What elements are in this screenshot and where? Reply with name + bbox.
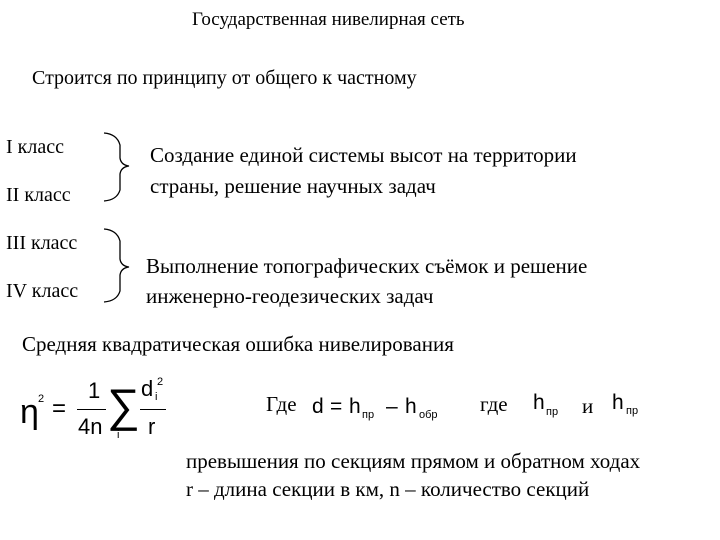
principle-text: Строится по принципу от общего к частному: [32, 67, 417, 89]
d-subscript: i: [155, 391, 158, 403]
where-d: d: [312, 395, 324, 418]
h-forward: h: [533, 391, 545, 414]
group2-description-line2: инженерно-геодезических задач: [146, 284, 434, 308]
where-h-back-subscript: обр: [419, 409, 438, 421]
h-forward-subscript: пр: [546, 406, 559, 418]
explanation-line2: r – длина секции в км, n – количество секций: [186, 477, 590, 501]
error-heading: Средняя квадратическая ошибка нивелирования: [22, 332, 454, 356]
class-3-label: III класс: [6, 232, 78, 254]
sum-symbol: ∑: [107, 379, 140, 431]
explanation-line1: превышения по секциям прямом и обратном ходах: [186, 449, 641, 473]
where-h-forward-subscript: пр: [362, 409, 375, 421]
where-label: Где: [266, 392, 297, 416]
h-second-subscript: пр: [626, 405, 639, 417]
where-label-2: где: [480, 392, 508, 416]
and-word: и: [582, 394, 594, 418]
where-h-forward: h: [349, 395, 361, 418]
eta-symbol: η: [20, 393, 39, 431]
where-h-back: h: [405, 395, 417, 418]
group1-description-line1: Создание единой системы высот на территории: [150, 143, 577, 167]
equals-sign: =: [52, 395, 67, 422]
d-superscript: 2: [157, 376, 164, 388]
where-equals: =: [330, 395, 343, 418]
class-1-label: I класс: [6, 136, 64, 158]
class-2-label: II класс: [6, 184, 71, 206]
class-4-label: IV класс: [6, 280, 79, 302]
group2-description-line1: Выполнение топографических съёмок и решение: [146, 254, 588, 278]
numerator-one: 1: [88, 378, 101, 403]
fraction-bar-1: [77, 409, 106, 410]
numerator-d: d: [141, 376, 154, 401]
denominator-4n: 4n: [78, 414, 103, 439]
eta-exponent: 2: [38, 393, 45, 405]
denominator-r: r: [148, 414, 156, 439]
h-second: h: [612, 391, 624, 414]
sum-index: i: [117, 429, 120, 441]
group1-description-line2: страны, решение научных задач: [150, 174, 436, 198]
where-minus: –: [386, 395, 398, 418]
page-title: Государственная нивелирная сеть: [192, 9, 465, 30]
fraction-bar-2: [140, 409, 166, 410]
